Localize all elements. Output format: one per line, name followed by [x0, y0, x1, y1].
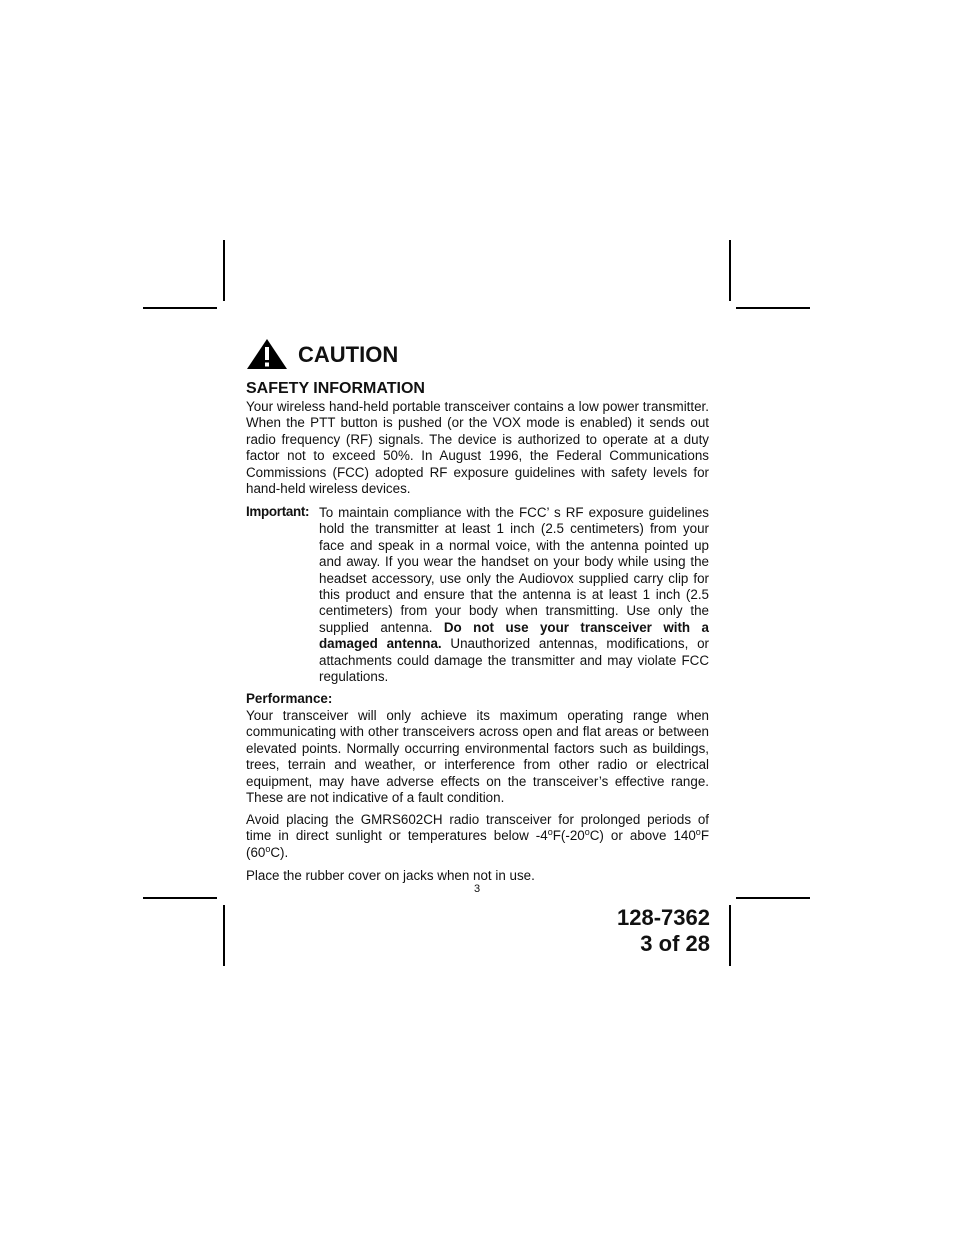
degree-symbol: o	[265, 843, 271, 854]
important-label: Important:	[246, 504, 310, 519]
crop-mark-bottom-right-h	[736, 897, 810, 899]
temperature-text-4: F (60	[246, 828, 709, 860]
crop-mark-bottom-left-v	[223, 905, 225, 966]
crop-mark-top-right-h	[736, 307, 810, 309]
document-page-count: 3 of 28	[640, 931, 710, 956]
warning-triangle-icon	[246, 338, 288, 370]
rubber-cover-note: Place the rubber cover on jacks when not in use.	[246, 868, 535, 883]
page-number: 3	[473, 883, 481, 895]
important-text-start: To maintain compliance with the FCC’ s RF exposure guidelines hold the transmitter at least 1 inch (2.5 centimeters) from your face and speak in a normal voice, with the antenna pointed up and away. If you wear the handset on your body while using the headset accessory, use only the Audiovox supplied carry clip for this product and ensure that the antenna is at least 1 inch (2.5 centimeters) from your body when transmitting. Use only the supplied antenna.	[319, 505, 709, 635]
document-id: 128-7362	[617, 905, 710, 930]
section-title: SAFETY INFORMATION	[246, 380, 425, 397]
temperature-paragraph	[246, 812, 709, 861]
degree-symbol: o	[695, 827, 701, 838]
performance-title: Performance:	[246, 691, 333, 706]
crop-mark-bottom-left-h	[143, 897, 217, 899]
crop-mark-top-left-v	[223, 240, 225, 301]
document-id-block	[617, 905, 710, 957]
temperature-text-5: C).	[270, 844, 289, 860]
caution-title: CAUTION	[298, 342, 399, 367]
performance-paragraph: Your transceiver will only achieve its maximum operating range when communicating with other transceivers across open and flat areas or between elevated points. Normally occurring environmental factors such as buildings, trees, terrain and weather, or interference from other radio or electrical equipment, may have adverse effects on the transceiver’s effective range. These are not indicative of a fault condition.	[246, 708, 709, 806]
crop-mark-top-left-h	[143, 307, 217, 309]
temperature-text-3: C) or above 140	[589, 828, 696, 844]
degree-symbol: o	[584, 827, 590, 838]
temperature-text-1: Avoid placing the GMRS602CH radio transceiver for prolonged periods of time in direct sunlight or temperatures below -4	[246, 812, 709, 844]
temperature-text-2: F(-20	[552, 828, 585, 844]
crop-mark-bottom-right-v	[729, 905, 731, 966]
important-warning-bold: Do not use your transceiver with a damaged antenna.	[319, 619, 709, 652]
important-text-end: Unauthorized antennas, modifications, or attachments could damage the transmitter and may violate FCC regulations.	[319, 636, 709, 685]
intro-paragraph: Your wireless hand-held portable transceiver contains a low power transmitter. When the PTT button is pushed (or the VOX mode is enabled) it sends out radio frequency (RF) signals. The device is authorized to operate at a duty factor not to exceed 50%. In August 1996, the Federal Communications Commissions (FCC) adopted RF exposure guidelines with safety levels for hand-held wireless devices.	[246, 399, 709, 497]
degree-symbol: o	[547, 827, 553, 838]
crop-mark-top-right-v	[729, 240, 731, 301]
important-paragraph	[319, 505, 709, 685]
